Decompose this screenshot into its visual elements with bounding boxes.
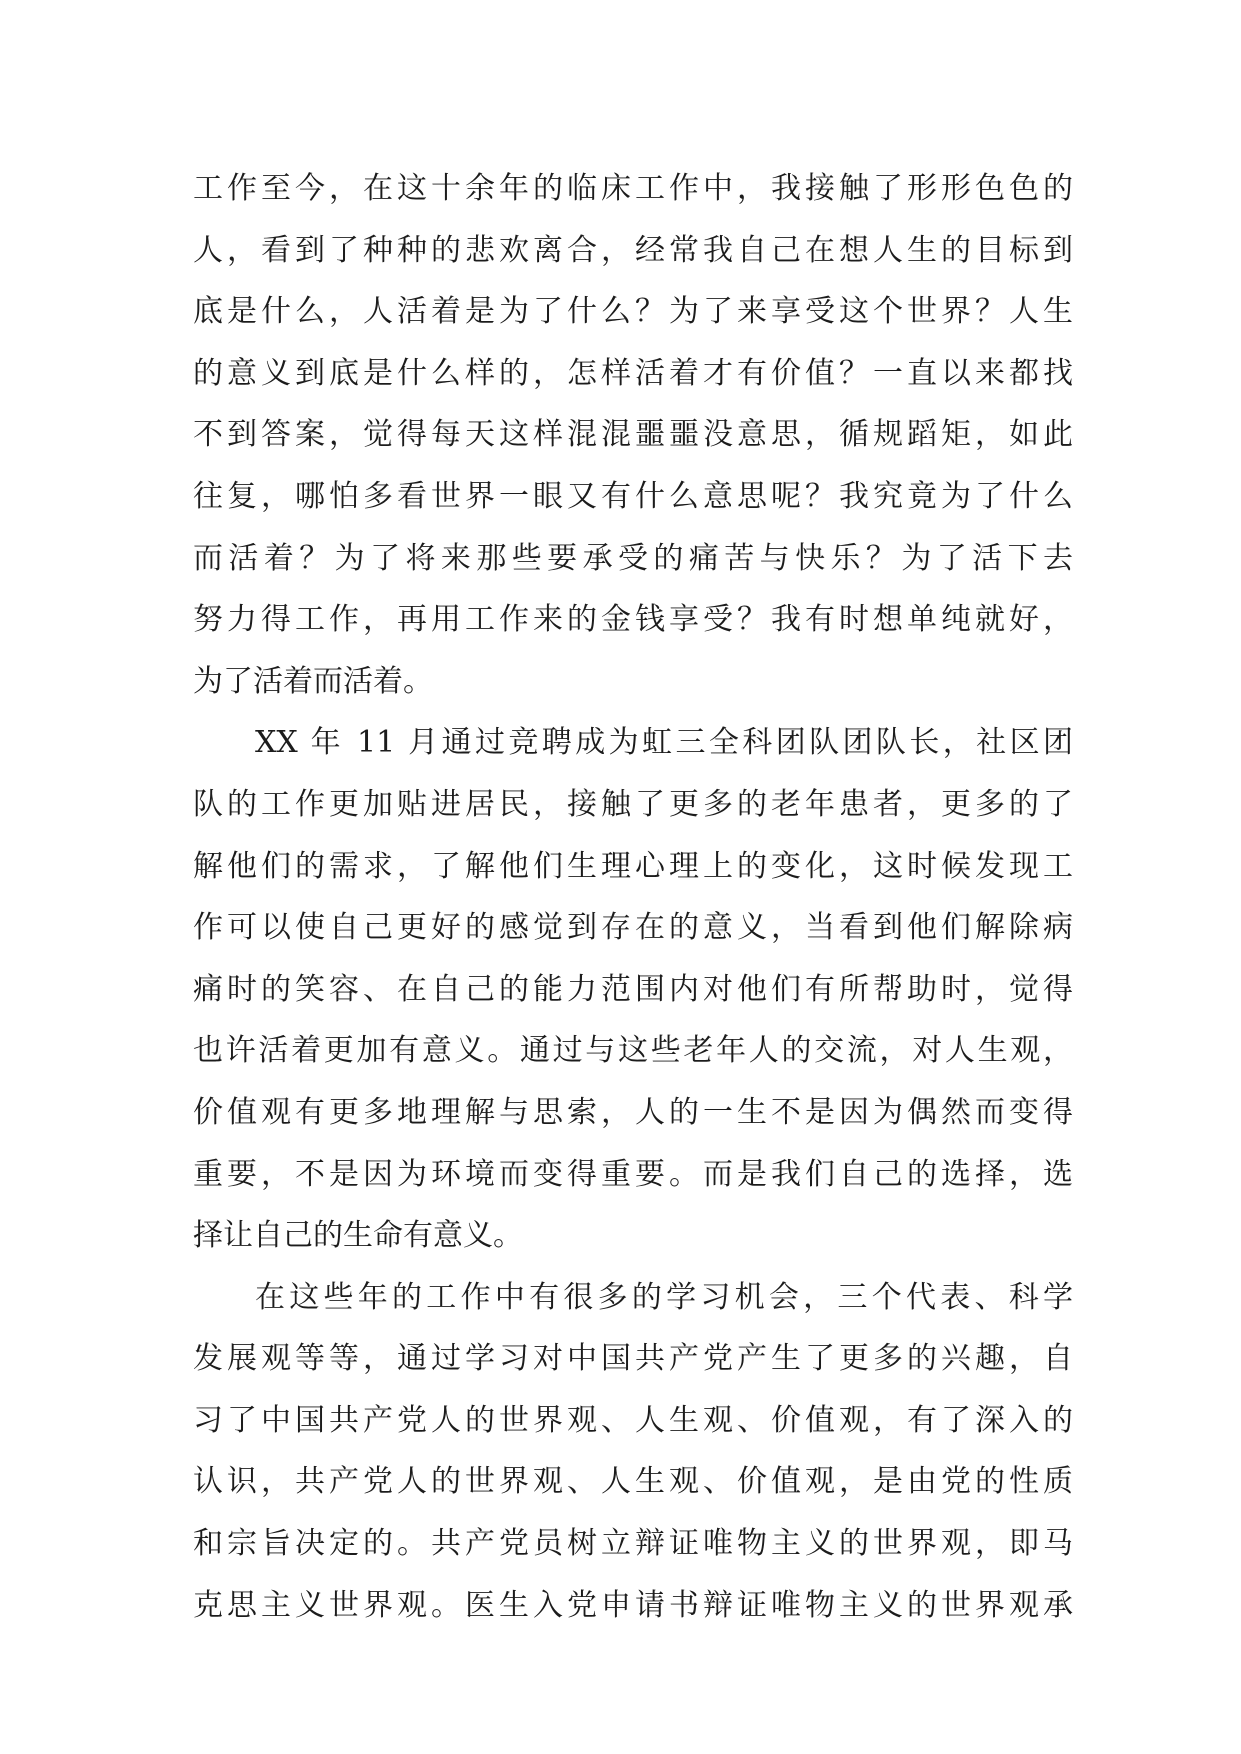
- text-line: 重要，不是因为环境而变得重要。而是我们自己的选择，选: [193, 1156, 1073, 1192]
- text-line: 而活着？为了将来那些要承受的痛苦与快乐？为了活下去: [193, 540, 1073, 576]
- text-line: 努力得工作，再用工作来的金钱享受？我有时想单纯就好，: [193, 602, 1073, 638]
- text-line: 也许活着更加有意义。通过与这些老年人的交流，对人生观，: [193, 1033, 1073, 1069]
- text-line: 为了活着而活着。: [193, 663, 433, 699]
- text-line: 痛时的笑容、在自己的能力范围内对他们有所帮助时，觉得: [193, 971, 1073, 1007]
- text-line: 和宗旨决定的。共产党员树立辩证唯物主义的世界观，即马: [193, 1526, 1073, 1562]
- text-line: 工作至今，在这十余年的临床工作中，我接触了形形色色的: [193, 171, 1073, 206]
- text-line: 发展观等等，通过学习对中国共产党产生了更多的兴趣，自: [193, 1341, 1073, 1377]
- text-line: 在这些年的工作中有很多的学习机会，三个代表、科学: [255, 1279, 1073, 1315]
- text-line: 认识，共产党人的世界观、人生观、价值观，是由党的性质: [193, 1464, 1073, 1500]
- paragraph-2: [193, 712, 1073, 1266]
- text-line: 的意义到底是什么样的，怎样活着才有价值？一直以来都找: [193, 355, 1073, 391]
- text-line: 解他们的需求，了解他们生理心理上的变化，这时候发现工: [193, 848, 1073, 884]
- text-line: 价值观有更多地理解与思索，人的一生不是因为偶然而变得: [193, 1094, 1073, 1130]
- text-line: XX 年 11 月通过竞聘成为虹三全科团队团队长，社区团: [255, 725, 1073, 761]
- text-line: 作可以使自己更好的感觉到存在的意义，当看到他们解除病: [193, 910, 1073, 946]
- text-line: 往复，哪怕多看世界一眼又有什么意思呢？我究竟为了什么: [193, 478, 1073, 514]
- text-line: 克思主义世界观。医生入党申请书辩证唯物主义的世界观承: [193, 1587, 1073, 1623]
- paragraph-3: [193, 1267, 1073, 1637]
- text-line: 习了中国共产党人的世界观、人生观、价值观，有了深入的: [193, 1402, 1073, 1438]
- text-line: 人，看到了种种的悲欢离合，经常我自己在想人生的目标到: [193, 232, 1073, 268]
- document-body: [193, 158, 1073, 1636]
- text-line: 队的工作更加贴进居民，接触了更多的老年患者，更多的了: [193, 786, 1073, 822]
- text-line: 底是什么，人活着是为了什么？为了来享受这个世界？人生: [193, 294, 1073, 330]
- text-line: 不到答案，觉得每天这样混混噩噩没意思，循规蹈矩，如此: [193, 417, 1073, 453]
- paragraph-1: [193, 158, 1073, 712]
- text-line: 择让自己的生命有意义。: [193, 1218, 523, 1254]
